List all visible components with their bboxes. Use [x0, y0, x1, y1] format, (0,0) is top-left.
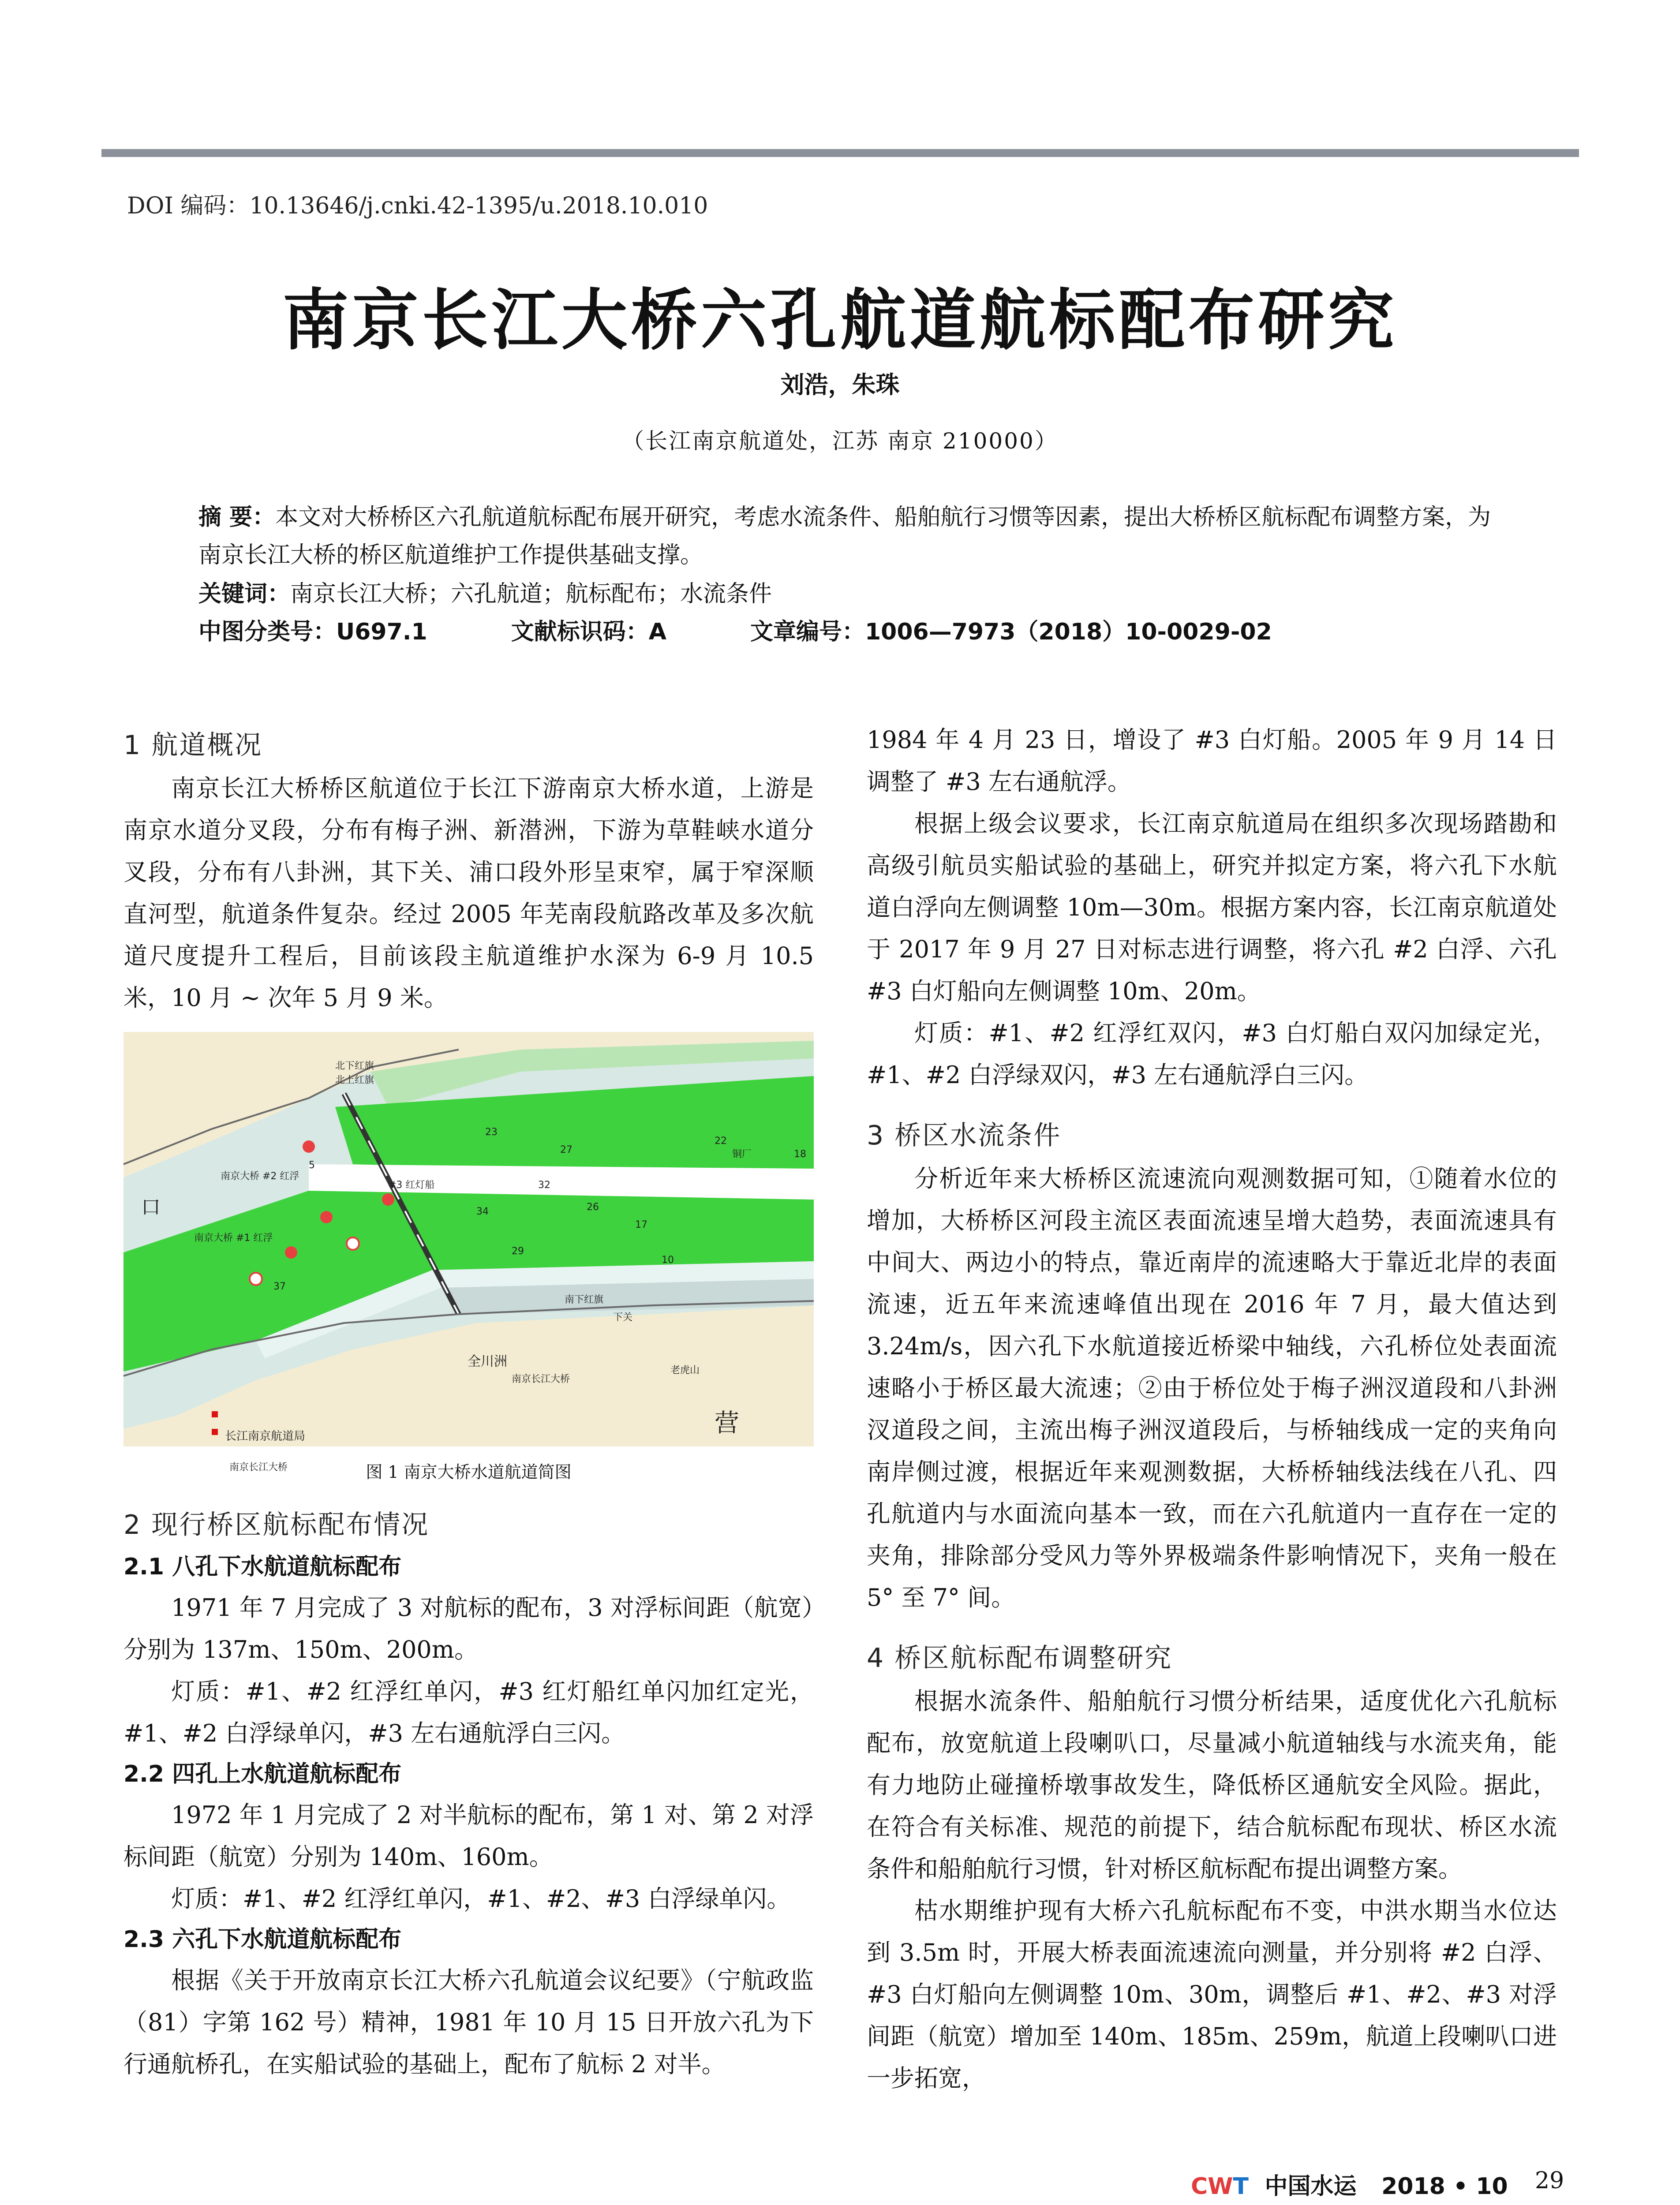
map-label: 北下红旗 [335, 1061, 374, 1072]
figure-caption: 图 1 南京大桥水道航道简图 [366, 1462, 572, 1482]
paragraph: 根据上级会议要求，长江南京航道局在组织多次现场踏勘和高级引航员实船试验的基础上，研究并拟定方案，将六孔下水航道白浮向左侧调整 10m—30m。根据方案内容，长江南京航道处于 2017 年 9 月 27 日对标志进行调整，将六孔 #2 白浮、六孔 #3 白灯船向左侧调整 10m、20m。 [867, 810, 1557, 1005]
subsection-2-3-heading: 2.3 六孔下水航道航标配布 [123, 1926, 402, 1953]
map-label: 老虎山 [670, 1365, 700, 1376]
map-label: 南京长江大桥 [512, 1374, 570, 1385]
paper-title: 南京长江大桥六孔航道航标配布研究 [282, 281, 1398, 359]
document-code: 文献标识码：A [511, 619, 666, 645]
map-depth: 5 [309, 1160, 315, 1171]
section-2-heading: 2 现行桥区航标配布情况 [123, 1510, 430, 1540]
map-label: 南京大桥 #1 红浮 [194, 1233, 273, 1244]
paragraph: 枯水期维护现有大桥六孔航标配布不变，中洪水期当水位达到 3.5m 时，开展大桥表面流速流向测量，并分别将 #2 白浮、#3 白灯船向左侧调整 10m、30m，调整后 #1、#2、#3 对浮间距（航宽）增加至 140m、185m、259m，航道上段喇叭口进一步拓宽， [867, 1897, 1557, 2092]
paragraph: 根据水流条件、船舶航行习惯分析结果，适度优化六孔航标配布，放宽航道上段喇叭口，尽量减小航道轴线与水流夹角，能有力地防止碰撞桥墩事故发生，降低桥区通航安全风险。据此，在符合有关标准、规范的前提下，结合航标配布现状、桥区水流条件和船舶航行习惯，针对桥区航标配布提出调整方案。 [867, 1687, 1557, 1883]
footer-logo-t: T [1233, 2173, 1249, 2200]
map-label: 全川洲 [468, 1354, 507, 1369]
page-number: 29 [1535, 2168, 1564, 2194]
abstract [198, 498, 1500, 574]
map-depth: 17 [635, 1219, 647, 1230]
keywords [198, 575, 772, 613]
subsection-2-1-heading: 2.1 八孔下水航道航标配布 [123, 1554, 402, 1580]
footer-magazine: 中国水运 [1265, 2173, 1357, 2200]
map-label: 下关 [613, 1312, 633, 1323]
map-depth: 29 [512, 1246, 524, 1257]
authors: 刘浩，朱珠 [780, 371, 900, 399]
subsection-2-2-heading: 2.2 四孔上水航道航标配布 [123, 1761, 402, 1787]
paragraph: 1971 年 7 月完成了 3 对航标的配布，3 对浮标间距（航宽）分别为 137m、150m、200m。 [123, 1594, 814, 1663]
footer-logo-cw: CW [1191, 2173, 1233, 2200]
map-depth: 37 [273, 1281, 286, 1292]
map-label: 北上红旗 [335, 1075, 374, 1086]
map-label: 铜厂 [732, 1149, 752, 1160]
map-label: 长江南京航道局 [225, 1430, 306, 1443]
map-depth: 26 [587, 1202, 599, 1213]
keywords-text: 南京长江大桥；六孔航道；航标配布；水流条件 [290, 581, 772, 607]
map-label: 营 [715, 1409, 739, 1438]
doi-line: DOI 编码：10.13646/j.cnki.42-1395/u.2018.10.010 [127, 193, 708, 219]
paragraph: 1984 年 4 月 23 日，增设了 #3 白灯船。2005 年 9 月 14 日调整了 #3 左右通航浮。 [867, 726, 1557, 796]
footer-issue: 2018 • 10 [1381, 2173, 1508, 2200]
header-rule [101, 149, 1579, 157]
map-depth: 34 [476, 1206, 489, 1217]
abstract-text: 本文对大桥桥区六孔航道航标配布展开研究，考虑水流条件、船舶航行习惯等因素，提出大桥桥区航标配布调整方案，为南京长江大桥的桥区航道维护工作提供基础支撑。 [198, 504, 1491, 568]
map-label: 南下红旗 [565, 1294, 604, 1305]
left-column [123, 723, 814, 2085]
paragraph: 分析近年来大桥桥区流速流向观测数据可知，①随着水位的增加，大桥桥区河段主流区表面流速呈增大趋势，表面流速具有中间大、两边小的特点，靠近南岸的流速略大于靠近北岸的表面流速，近五年来流速峰值出现在 2016 年 7 月，最大值达到 3.24m/s，因六孔下水航道接近桥梁中轴线，六孔桥位处表面流速略小于桥区最大流速；②由于桥位处于梅子洲汊道段和八卦洲汊道段之间，主流出梅子洲汊道段后，与桥轴线成一定的夹角向南岸侧过渡，根据近年来观测数据，大桥桥轴线法线在八孔、四孔航道内与水面流向基本一致，而在六孔航道内一直存在一定的夹角，排除部分受风力等外界极端条件影响情况下，夹角一般在 5° 至 7° 间。 [867, 1165, 1557, 1611]
map-label: 口 [141, 1196, 161, 1218]
map-depth: 23 [485, 1127, 498, 1138]
map-label: 南京长江大桥 [229, 1462, 288, 1473]
paragraph: 灯质：#1、#2 红浮红单闪，#1、#2、#3 白浮绿单闪。 [171, 1885, 791, 1913]
classification-line [198, 613, 1356, 651]
section-1-paragraph: 南京长江大桥桥区航道位于长江下游南京大桥水道，上游是南京水道分叉段，分布有梅子洲、新潜洲，下游为草鞋峡水道分叉段，分布有八卦洲，其下关、浦口段外形呈束窄，属于窄深顺直河型，航道条件复杂。经过 2005 年芜南段航路改革及多次航道尺度提升工程后，目前该段主航道维护水深为 6-9 月 10.5 米，10 月 ~ 次年 5 月 9 米。 [123, 774, 814, 1012]
section-4-heading: 4 桥区航标配布调整研究 [867, 1643, 1173, 1674]
map-depth: 10 [662, 1255, 674, 1266]
paragraph: 1972 年 1 月完成了 2 对半航标的配布，第 1 对、第 2 对浮标间距（航宽）分别为 140m、160m。 [123, 1801, 814, 1871]
paragraph: 根据《关于开放南京长江大桥六孔航道会议纪要》（宁航政监（81）字第 162 号）精神，1981 年 10 月 15 日开放六孔为下行通航桥孔，在实船试验的基础上，配布了航标 2 对半。 [123, 1966, 814, 2078]
map-label: 南京大桥 #2 红浮 [221, 1171, 299, 1182]
paragraph: 灯质：#1、#2 红浮红双闪，#3 白灯船白双闪加绿定光，#1、#2 白浮绿双闪，#3 左右通航浮白三闪。 [867, 1019, 1557, 1089]
clc-number: 中图分类号：U697.1 [198, 619, 427, 645]
keywords-label: 关键词： [198, 581, 291, 607]
paragraph: 灯质：#1、#2 红浮红单闪，#3 红灯船红单闪加红定光，#1、#2 白浮绿单闪，#3 左右通航浮白三闪。 [123, 1678, 814, 1747]
abstract-label: 摘 要： [198, 504, 276, 531]
map-depth: 27 [560, 1144, 572, 1155]
right-column [867, 719, 1557, 2099]
map-depth: 22 [715, 1136, 727, 1147]
section-1-heading: 1 航道概况 [123, 730, 263, 761]
map-label: #3 红灯船 [388, 1180, 435, 1191]
article-number: 文章编号：1006—7973（2018）10-0029-02 [750, 619, 1272, 645]
section-3-heading: 3 桥区水流条件 [867, 1120, 1062, 1151]
page-footer [1191, 2168, 1564, 2201]
map-depth: 32 [538, 1180, 550, 1191]
affiliation: （长江南京航道处，江苏 南京 210000） [622, 428, 1058, 454]
map-depth: 18 [794, 1149, 806, 1160]
